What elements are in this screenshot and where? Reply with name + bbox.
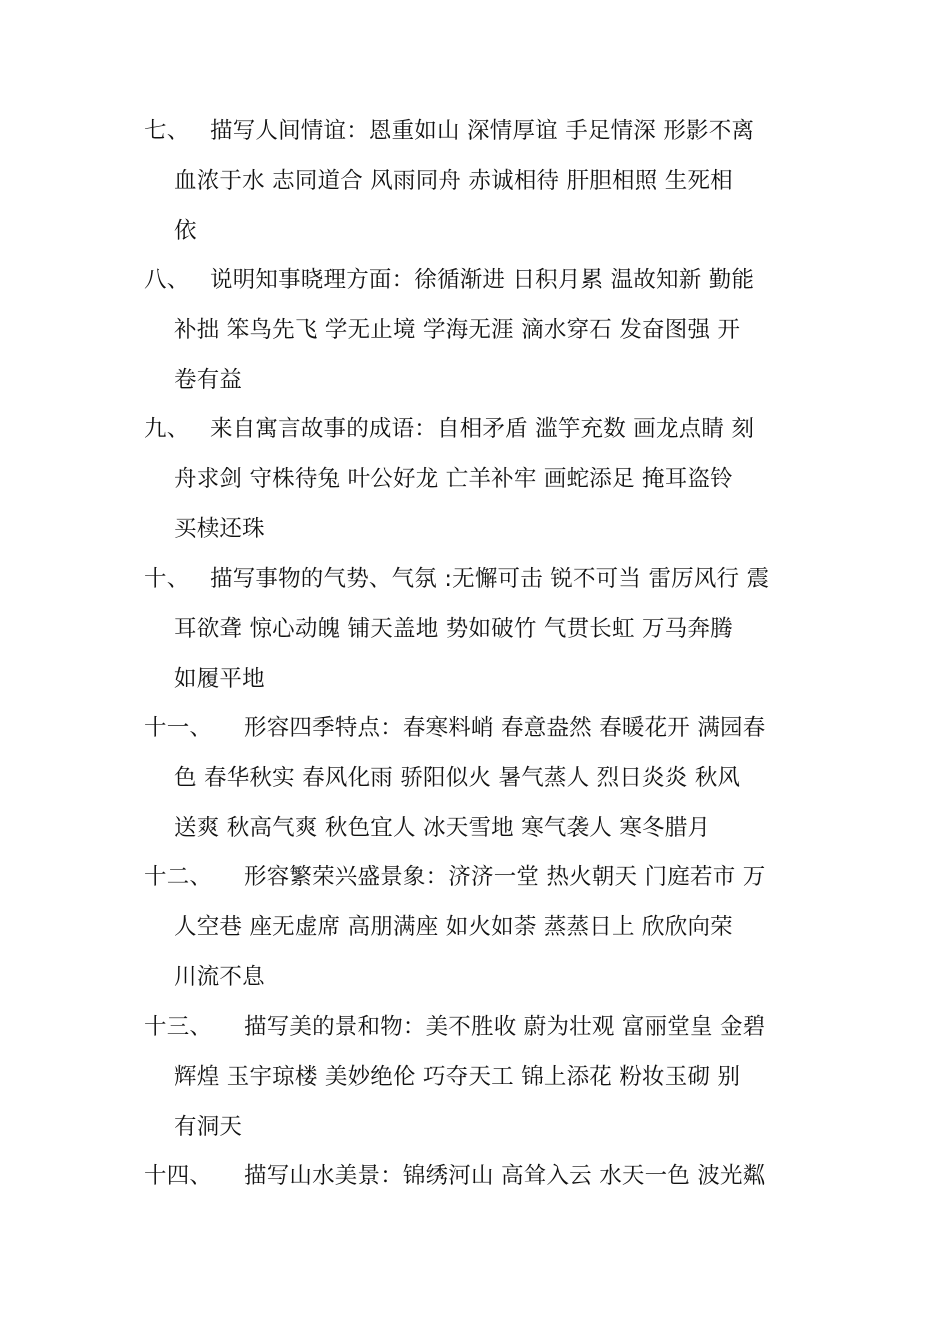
section-first-line [144, 704, 814, 754]
section-continuation: 色 春华秋实 春风化雨 骄阳似火 暑气蒸人 烈日炎炎 秋风 [174, 764, 741, 791]
idiom-section-8 [144, 256, 814, 405]
section-number: 十四、 [144, 1163, 213, 1189]
section-continuation: 补拙 笨鸟先飞 学无止境 学海无涯 滴水穿石 发奋图强 开 [174, 316, 741, 343]
section-first-line [144, 853, 814, 903]
section-continuation: 如履平地 [174, 665, 265, 692]
section-number: 十、 [144, 566, 190, 592]
section-first-line [144, 1003, 814, 1053]
section-number: 十三、 [144, 1014, 213, 1040]
section-text: 描写美的景和物：美不胜收 蔚为壮观 富丽堂皇 金碧 [244, 1014, 766, 1040]
section-text: 来自寓言故事的成语：自相矛盾 滥竽充数 画龙点睛 刻 [210, 416, 755, 442]
section-first-line [144, 555, 814, 605]
section-number: 九、 [144, 416, 190, 442]
idiom-section-9 [144, 405, 814, 554]
idiom-section-14 [144, 1152, 814, 1202]
section-text: 描写山水美景：锦绣河山 高耸入云 水天一色 波光粼 [244, 1163, 766, 1189]
idiom-section-12 [144, 853, 814, 1002]
section-continuation: 有洞天 [174, 1113, 243, 1140]
section-text: 说明知事晓理方面：徐循渐进 日积月累 温故知新 勤能 [210, 267, 755, 293]
section-continuation: 血浓于水 志同道合 风雨同舟 赤诚相待 肝胆相照 生死相 [174, 167, 733, 194]
section-continuation: 耳欲聋 惊心动魄 铺天盖地 势如破竹 气贯长虹 万马奔腾 [174, 615, 733, 642]
section-continuation: 卷有益 [174, 366, 243, 393]
section-first-line [144, 256, 814, 306]
idiom-section-7 [144, 107, 814, 256]
section-continuation: 辉煌 玉宇琼楼 美妙绝伦 巧夺天工 锦上添花 粉妆玉砌 别 [174, 1063, 741, 1090]
section-text: 形容繁荣兴盛景象：济济一堂 热火朝天 门庭若市 万 [244, 864, 766, 890]
section-number: 七、 [144, 118, 190, 144]
idiom-section-11 [144, 704, 814, 853]
section-text: 形容四季特点：春寒料峭 春意盎然 春暖花开 满园春 [244, 715, 766, 741]
section-first-line [144, 1152, 814, 1202]
section-continuation: 依 [174, 217, 197, 244]
section-continuation: 人空巷 座无虚席 高朋满座 如火如荼 蒸蒸日上 欣欣向荣 [174, 913, 733, 940]
idiom-section-10 [144, 555, 814, 704]
section-number: 八、 [144, 267, 190, 293]
section-first-line [144, 107, 814, 157]
section-continuation: 买椟还珠 [174, 515, 265, 542]
section-number: 十二、 [144, 864, 213, 890]
section-continuation: 川流不息 [174, 963, 265, 990]
section-text: 描写事物的气势、气氛 :无懈可击 锐不可当 雷厉风行 震 [210, 566, 770, 592]
section-first-line [144, 405, 814, 455]
section-continuation: 舟求剑 守株待兔 叶公好龙 亡羊补牢 画蛇添足 掩耳盗铃 [174, 465, 733, 492]
idiom-section-13 [144, 1003, 814, 1152]
section-text: 描写人间情谊：恩重如山 深情厚谊 手足情深 形影不离 [210, 118, 755, 144]
section-continuation: 送爽 秋高气爽 秋色宜人 冰天雪地 寒气袭人 寒冬腊月 [174, 814, 711, 841]
section-number: 十一、 [144, 715, 213, 741]
